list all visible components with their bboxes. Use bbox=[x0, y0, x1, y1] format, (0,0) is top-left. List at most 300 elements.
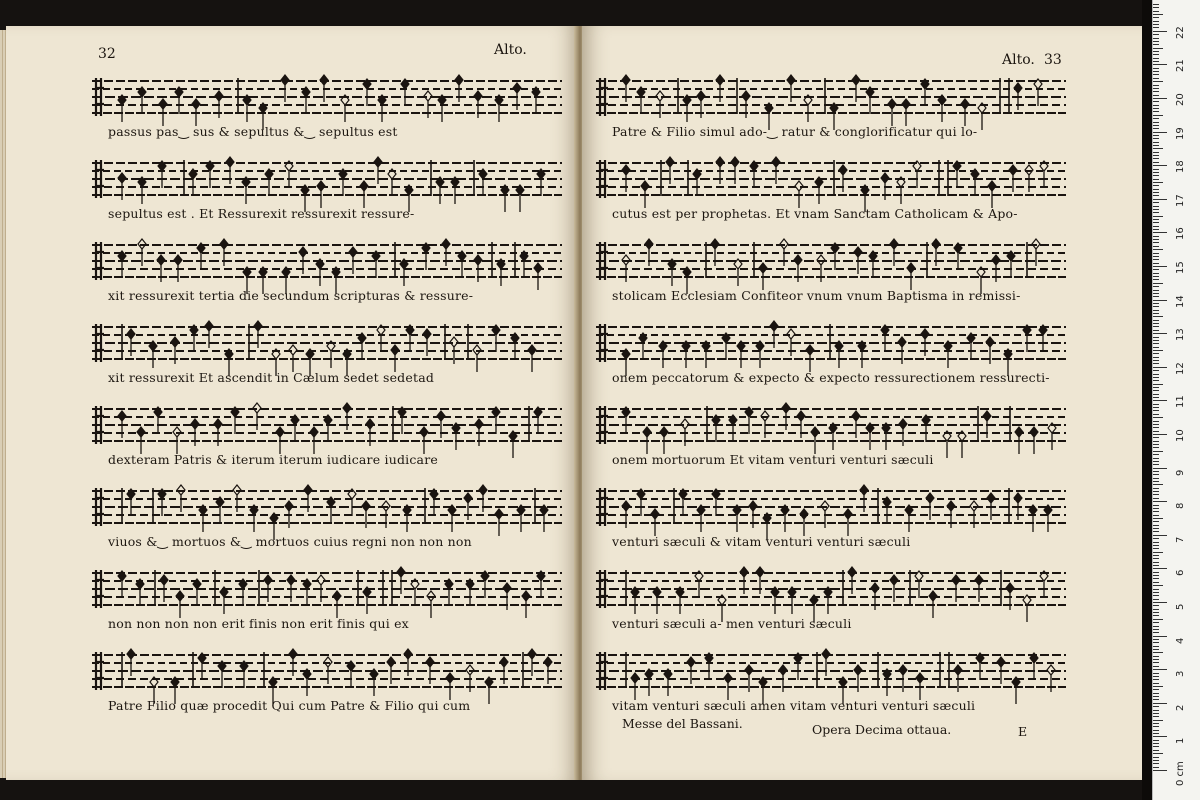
ruler-tick bbox=[1153, 165, 1167, 166]
music-note bbox=[317, 181, 325, 208]
music-note bbox=[479, 485, 487, 512]
music-note bbox=[474, 91, 482, 118]
music-note bbox=[666, 157, 674, 184]
music-note bbox=[1007, 251, 1015, 278]
ruler-tick bbox=[1153, 444, 1159, 445]
music-note bbox=[637, 489, 645, 516]
ruler-tick bbox=[1153, 38, 1159, 39]
clef-symbol bbox=[600, 652, 608, 690]
ruler-tick bbox=[1153, 209, 1159, 210]
music-note bbox=[366, 419, 374, 446]
ruler-tick bbox=[1153, 666, 1159, 667]
music-note bbox=[149, 341, 157, 368]
ruler-tick bbox=[1153, 91, 1159, 92]
ruler-tick bbox=[1153, 481, 1159, 482]
music-note bbox=[1025, 165, 1033, 192]
ruler-tick bbox=[1153, 605, 1159, 606]
music-note bbox=[926, 493, 934, 520]
ruler-tick bbox=[1153, 568, 1167, 569]
ruler-tick bbox=[1153, 531, 1159, 532]
ruler-tick bbox=[1153, 377, 1159, 378]
music-note bbox=[327, 341, 335, 368]
ruler-tick bbox=[1153, 229, 1159, 230]
page-number: 32 bbox=[98, 46, 116, 62]
music-notation bbox=[92, 476, 562, 536]
music-notation bbox=[92, 312, 562, 372]
music-note bbox=[958, 431, 966, 458]
music-note bbox=[639, 333, 647, 360]
music-note bbox=[781, 505, 789, 532]
ruler-tick bbox=[1153, 555, 1159, 556]
music-note bbox=[702, 341, 710, 368]
right-page bbox=[582, 26, 1142, 780]
music-note bbox=[916, 673, 924, 700]
ruler-tick bbox=[1153, 770, 1167, 771]
music-note bbox=[226, 157, 234, 184]
music-note bbox=[137, 427, 145, 454]
ruler-tick bbox=[1153, 219, 1159, 220]
lyric-line: viuos &‿ mortuos &‿ mortuos cuius regni non non non bbox=[108, 534, 472, 549]
music-note bbox=[363, 587, 371, 614]
music-note bbox=[377, 325, 385, 352]
ruler-tick bbox=[1153, 542, 1159, 543]
music-note bbox=[839, 165, 847, 192]
ruler-tick bbox=[1153, 589, 1159, 590]
ruler-tick bbox=[1153, 726, 1159, 727]
ruler-number: 10 bbox=[1175, 429, 1186, 442]
ruler-tick bbox=[1153, 212, 1159, 213]
music-note bbox=[442, 239, 450, 266]
music-note bbox=[333, 591, 341, 618]
ruler-tick bbox=[1153, 753, 1163, 754]
music-note bbox=[458, 251, 466, 278]
music-note bbox=[497, 259, 505, 286]
music-note bbox=[952, 575, 960, 602]
music-note bbox=[437, 411, 445, 438]
music-note bbox=[1032, 239, 1040, 266]
music-note bbox=[681, 419, 689, 446]
music-note bbox=[501, 185, 509, 212]
ruler-tick bbox=[1153, 81, 1163, 82]
music-note bbox=[1030, 427, 1038, 454]
music-note bbox=[737, 341, 745, 368]
music-note bbox=[733, 505, 741, 532]
music-note bbox=[817, 255, 825, 282]
measurement-ruler bbox=[1152, 0, 1200, 800]
music-note bbox=[436, 177, 444, 204]
music-note bbox=[1009, 165, 1017, 192]
ruler-tick bbox=[1153, 636, 1167, 637]
music-staff bbox=[92, 568, 562, 608]
music-note bbox=[967, 333, 975, 360]
music-note bbox=[693, 169, 701, 196]
ruler-tick bbox=[1153, 552, 1163, 553]
music-note bbox=[881, 325, 889, 352]
music-note bbox=[276, 427, 284, 454]
music-note bbox=[285, 501, 293, 528]
music-note bbox=[160, 575, 168, 602]
ruler-number: 18 bbox=[1175, 160, 1186, 174]
ruler-tick bbox=[1153, 175, 1159, 176]
ruler-tick bbox=[1153, 400, 1167, 401]
music-note bbox=[1048, 423, 1056, 450]
ruler-tick bbox=[1153, 350, 1163, 351]
music-note bbox=[320, 75, 328, 102]
music-note bbox=[302, 87, 310, 114]
music-note bbox=[189, 169, 197, 196]
ruler-tick bbox=[1153, 716, 1159, 717]
lyric-line: vitam venturi sæculi amen vitam venturi venturi sæculi bbox=[612, 698, 976, 713]
ruler-number: 17 bbox=[1175, 194, 1186, 207]
ruler-tick bbox=[1153, 760, 1159, 761]
music-note bbox=[734, 259, 742, 286]
music-note bbox=[970, 501, 978, 528]
music-note bbox=[1029, 505, 1037, 532]
ruler-tick bbox=[1153, 128, 1159, 129]
lyric-line: sepultus est . Et Ressurexit ressurexit ressure- bbox=[108, 206, 415, 221]
ruler-tick bbox=[1153, 501, 1167, 502]
music-note bbox=[250, 505, 258, 532]
ruler-tick bbox=[1153, 185, 1159, 186]
ruler-number: 2 bbox=[1175, 704, 1186, 711]
ruler-tick bbox=[1153, 720, 1163, 721]
ruler-tick bbox=[1153, 578, 1159, 579]
ruler-tick bbox=[1153, 713, 1159, 714]
music-notation bbox=[596, 640, 1066, 700]
music-note bbox=[1040, 161, 1048, 188]
ruler-tick bbox=[1153, 619, 1163, 620]
music-note bbox=[513, 83, 521, 110]
ruler-tick bbox=[1153, 535, 1167, 536]
clef-symbol bbox=[600, 488, 608, 526]
clef-symbol bbox=[600, 324, 608, 362]
ruler-tick bbox=[1153, 101, 1159, 102]
music-note bbox=[860, 485, 868, 512]
ruler-tick bbox=[1153, 122, 1159, 123]
ruler-tick bbox=[1153, 394, 1159, 395]
music-notation bbox=[92, 230, 562, 290]
music-note bbox=[220, 587, 228, 614]
ruler-tick bbox=[1153, 437, 1159, 438]
ruler-number: 11 bbox=[1175, 395, 1186, 409]
music-note bbox=[976, 653, 984, 680]
music-note bbox=[756, 567, 764, 594]
music-note bbox=[943, 431, 951, 458]
music-note bbox=[517, 505, 525, 532]
music-staff bbox=[596, 568, 1066, 608]
page-number: 33 bbox=[1044, 52, 1062, 68]
ruler-tick bbox=[1153, 300, 1167, 301]
ruler-tick bbox=[1153, 347, 1159, 348]
music-note bbox=[711, 239, 719, 266]
music-note bbox=[303, 579, 311, 606]
music-note bbox=[173, 427, 181, 454]
music-note bbox=[534, 263, 542, 290]
ruler-tick bbox=[1153, 14, 1163, 15]
music-note bbox=[771, 587, 779, 614]
ruler-tick bbox=[1153, 609, 1159, 610]
ruler-number: 15 bbox=[1175, 261, 1186, 274]
ruler-number: 3 bbox=[1175, 670, 1186, 678]
music-note bbox=[822, 649, 830, 676]
music-note bbox=[423, 329, 431, 356]
ruler-tick bbox=[1153, 629, 1159, 630]
ruler-tick bbox=[1153, 710, 1159, 711]
ruler-tick bbox=[1153, 659, 1159, 660]
music-note bbox=[138, 177, 146, 204]
lyric-line: onem peccatorum & expecto & expecto ressurectionem ressurecti- bbox=[612, 370, 1050, 385]
clef-symbol bbox=[600, 570, 608, 608]
music-note bbox=[637, 87, 645, 114]
ruler-tick bbox=[1153, 118, 1159, 119]
ruler-tick bbox=[1153, 259, 1159, 260]
music-note bbox=[759, 263, 767, 290]
music-note bbox=[716, 157, 724, 184]
music-note bbox=[656, 91, 664, 118]
music-note bbox=[905, 505, 913, 532]
clef-symbol bbox=[96, 242, 104, 280]
music-note bbox=[422, 243, 430, 270]
music-note bbox=[317, 575, 325, 602]
ruler-tick bbox=[1153, 283, 1163, 284]
music-staff bbox=[596, 76, 1066, 116]
ruler-tick bbox=[1153, 488, 1159, 489]
music-note bbox=[770, 321, 778, 348]
ruler-tick bbox=[1153, 78, 1159, 79]
ruler-tick bbox=[1153, 491, 1159, 492]
music-note bbox=[899, 419, 907, 446]
ruler-number: 13 bbox=[1175, 328, 1186, 342]
music-note bbox=[299, 247, 307, 274]
music-staff bbox=[92, 158, 562, 198]
music-note bbox=[705, 653, 713, 680]
ruler-number: 8 bbox=[1175, 502, 1186, 510]
ruler-tick bbox=[1153, 293, 1159, 294]
music-note bbox=[794, 255, 802, 282]
music-note bbox=[175, 87, 183, 114]
music-note bbox=[382, 501, 390, 528]
ruler-number: 20 bbox=[1175, 93, 1186, 106]
music-note bbox=[424, 91, 432, 118]
music-note bbox=[831, 243, 839, 270]
music-note bbox=[986, 337, 994, 364]
music-note bbox=[198, 653, 206, 680]
ruler-tick bbox=[1153, 58, 1159, 59]
ruler-tick bbox=[1153, 693, 1159, 694]
music-note bbox=[987, 493, 995, 520]
music-note bbox=[191, 419, 199, 446]
music-note bbox=[426, 657, 434, 684]
music-note bbox=[403, 505, 411, 532]
ruler-tick bbox=[1153, 222, 1159, 223]
ruler-tick bbox=[1153, 85, 1159, 86]
music-note bbox=[779, 665, 787, 692]
music-note bbox=[835, 341, 843, 368]
music-note bbox=[961, 99, 969, 126]
music-note bbox=[474, 255, 482, 282]
ruler-tick bbox=[1153, 95, 1159, 96]
ruler-tick bbox=[1153, 743, 1159, 744]
music-note bbox=[740, 567, 748, 594]
ruler-tick bbox=[1153, 158, 1159, 159]
music-note bbox=[157, 255, 165, 282]
music-note bbox=[495, 95, 503, 122]
music-note bbox=[503, 583, 511, 610]
music-note bbox=[158, 489, 166, 516]
ruler-tick bbox=[1153, 407, 1159, 408]
music-note bbox=[287, 575, 295, 602]
ruler-tick bbox=[1153, 363, 1159, 364]
music-note bbox=[687, 657, 695, 684]
music-note bbox=[631, 587, 639, 614]
music-notation bbox=[92, 394, 562, 454]
ruler-number: 22 bbox=[1175, 26, 1186, 39]
music-note bbox=[362, 501, 370, 528]
ruler-tick bbox=[1153, 464, 1159, 465]
ruler-tick bbox=[1153, 17, 1159, 18]
ruler-tick bbox=[1153, 24, 1159, 25]
ruler-tick bbox=[1153, 367, 1167, 368]
ruler-tick bbox=[1153, 447, 1159, 448]
ruler-tick bbox=[1153, 195, 1159, 196]
ruler-tick bbox=[1153, 145, 1159, 146]
ruler-tick bbox=[1153, 276, 1159, 277]
clef-symbol bbox=[96, 324, 104, 362]
music-note bbox=[118, 571, 126, 598]
music-note bbox=[348, 489, 356, 516]
music-note bbox=[645, 239, 653, 266]
ruler-tick bbox=[1153, 384, 1163, 385]
music-note bbox=[215, 91, 223, 118]
music-note bbox=[731, 157, 739, 184]
music-note bbox=[171, 337, 179, 364]
music-note bbox=[1044, 505, 1052, 532]
ruler-tick bbox=[1153, 246, 1159, 247]
lyric-line: non non non non erit finis non erit finis qui ex bbox=[108, 616, 409, 631]
music-note bbox=[852, 75, 860, 102]
music-note bbox=[1012, 677, 1020, 704]
ruler-tick bbox=[1153, 585, 1163, 586]
music-note bbox=[1023, 325, 1031, 352]
music-notation bbox=[596, 66, 1066, 126]
music-note bbox=[804, 95, 812, 122]
ruler-tick bbox=[1153, 595, 1159, 596]
music-note bbox=[888, 99, 896, 126]
ruler-tick bbox=[1153, 357, 1159, 358]
footer-author: Messe del Bassani. bbox=[622, 716, 743, 731]
music-note bbox=[854, 665, 862, 692]
music-note bbox=[327, 497, 335, 524]
music-note bbox=[378, 95, 386, 122]
ruler-tick bbox=[1153, 333, 1167, 334]
music-note bbox=[199, 505, 207, 532]
music-note bbox=[742, 91, 750, 118]
music-note bbox=[127, 329, 135, 356]
music-note bbox=[682, 341, 690, 368]
ruler-tick bbox=[1153, 632, 1159, 633]
music-note bbox=[890, 239, 898, 266]
music-note bbox=[406, 325, 414, 352]
ruler-tick bbox=[1153, 125, 1159, 126]
ruler-tick bbox=[1153, 508, 1159, 509]
music-note bbox=[890, 575, 898, 602]
ruler-number: 7 bbox=[1175, 536, 1186, 543]
music-note bbox=[520, 251, 528, 278]
ruler-tick bbox=[1153, 152, 1159, 153]
ruler-tick bbox=[1153, 733, 1159, 734]
ruler-tick bbox=[1153, 11, 1159, 12]
music-note bbox=[341, 95, 349, 122]
music-note bbox=[724, 673, 732, 700]
ruler-tick bbox=[1153, 478, 1159, 479]
ruler-tick bbox=[1153, 179, 1159, 180]
music-notation bbox=[596, 230, 1066, 290]
ruler-tick bbox=[1153, 706, 1159, 707]
ruler-tick bbox=[1153, 296, 1159, 297]
music-note bbox=[481, 571, 489, 598]
music-note bbox=[509, 431, 517, 458]
music-note bbox=[622, 407, 630, 434]
ruler-tick bbox=[1153, 622, 1159, 623]
music-note bbox=[622, 75, 630, 102]
music-note bbox=[883, 497, 891, 524]
music-note bbox=[233, 485, 241, 512]
ruler-tick bbox=[1153, 34, 1159, 35]
ruler-tick bbox=[1153, 108, 1159, 109]
ruler-tick bbox=[1153, 575, 1159, 576]
ruler-tick bbox=[1153, 746, 1159, 747]
music-note bbox=[475, 419, 483, 446]
ruler-tick bbox=[1153, 703, 1167, 704]
music-note bbox=[240, 661, 248, 688]
ruler-tick bbox=[1153, 98, 1167, 99]
music-staff bbox=[596, 158, 1066, 198]
music-note bbox=[780, 239, 788, 266]
music-note bbox=[339, 169, 347, 196]
music-note bbox=[190, 325, 198, 352]
music-note bbox=[289, 649, 297, 676]
music-note bbox=[349, 247, 357, 274]
music-note bbox=[664, 669, 672, 696]
ruler-tick bbox=[1153, 316, 1163, 317]
music-note bbox=[858, 341, 866, 368]
music-staff bbox=[596, 486, 1066, 526]
music-note bbox=[324, 657, 332, 684]
music-note bbox=[532, 87, 540, 114]
ruler-tick bbox=[1153, 142, 1159, 143]
ruler-tick bbox=[1153, 189, 1159, 190]
lyric-line: dexteram Patris & iterum iterum iudicare iudicare bbox=[108, 452, 438, 467]
music-note bbox=[218, 661, 226, 688]
part-name: Alto. bbox=[494, 42, 527, 58]
music-note bbox=[176, 591, 184, 618]
ruler-tick bbox=[1153, 232, 1167, 233]
music-note bbox=[1034, 79, 1042, 106]
ruler-tick bbox=[1153, 649, 1159, 650]
music-note bbox=[537, 571, 545, 598]
lyric-line: cutus est per prophetas. Et vnam Sanctam Catholicam & Apo- bbox=[612, 206, 1018, 221]
lyric-line: stolicam Ecclesiam Confiteor vnum vnum Baptisma in remissi- bbox=[612, 288, 1021, 303]
music-note bbox=[992, 255, 1000, 282]
music-note bbox=[231, 407, 239, 434]
music-note bbox=[404, 649, 412, 676]
music-note bbox=[303, 669, 311, 696]
ruler-tick bbox=[1153, 656, 1159, 657]
music-note bbox=[310, 427, 318, 454]
ruler-tick bbox=[1153, 699, 1159, 700]
music-note bbox=[324, 415, 332, 442]
music-note bbox=[343, 403, 351, 430]
